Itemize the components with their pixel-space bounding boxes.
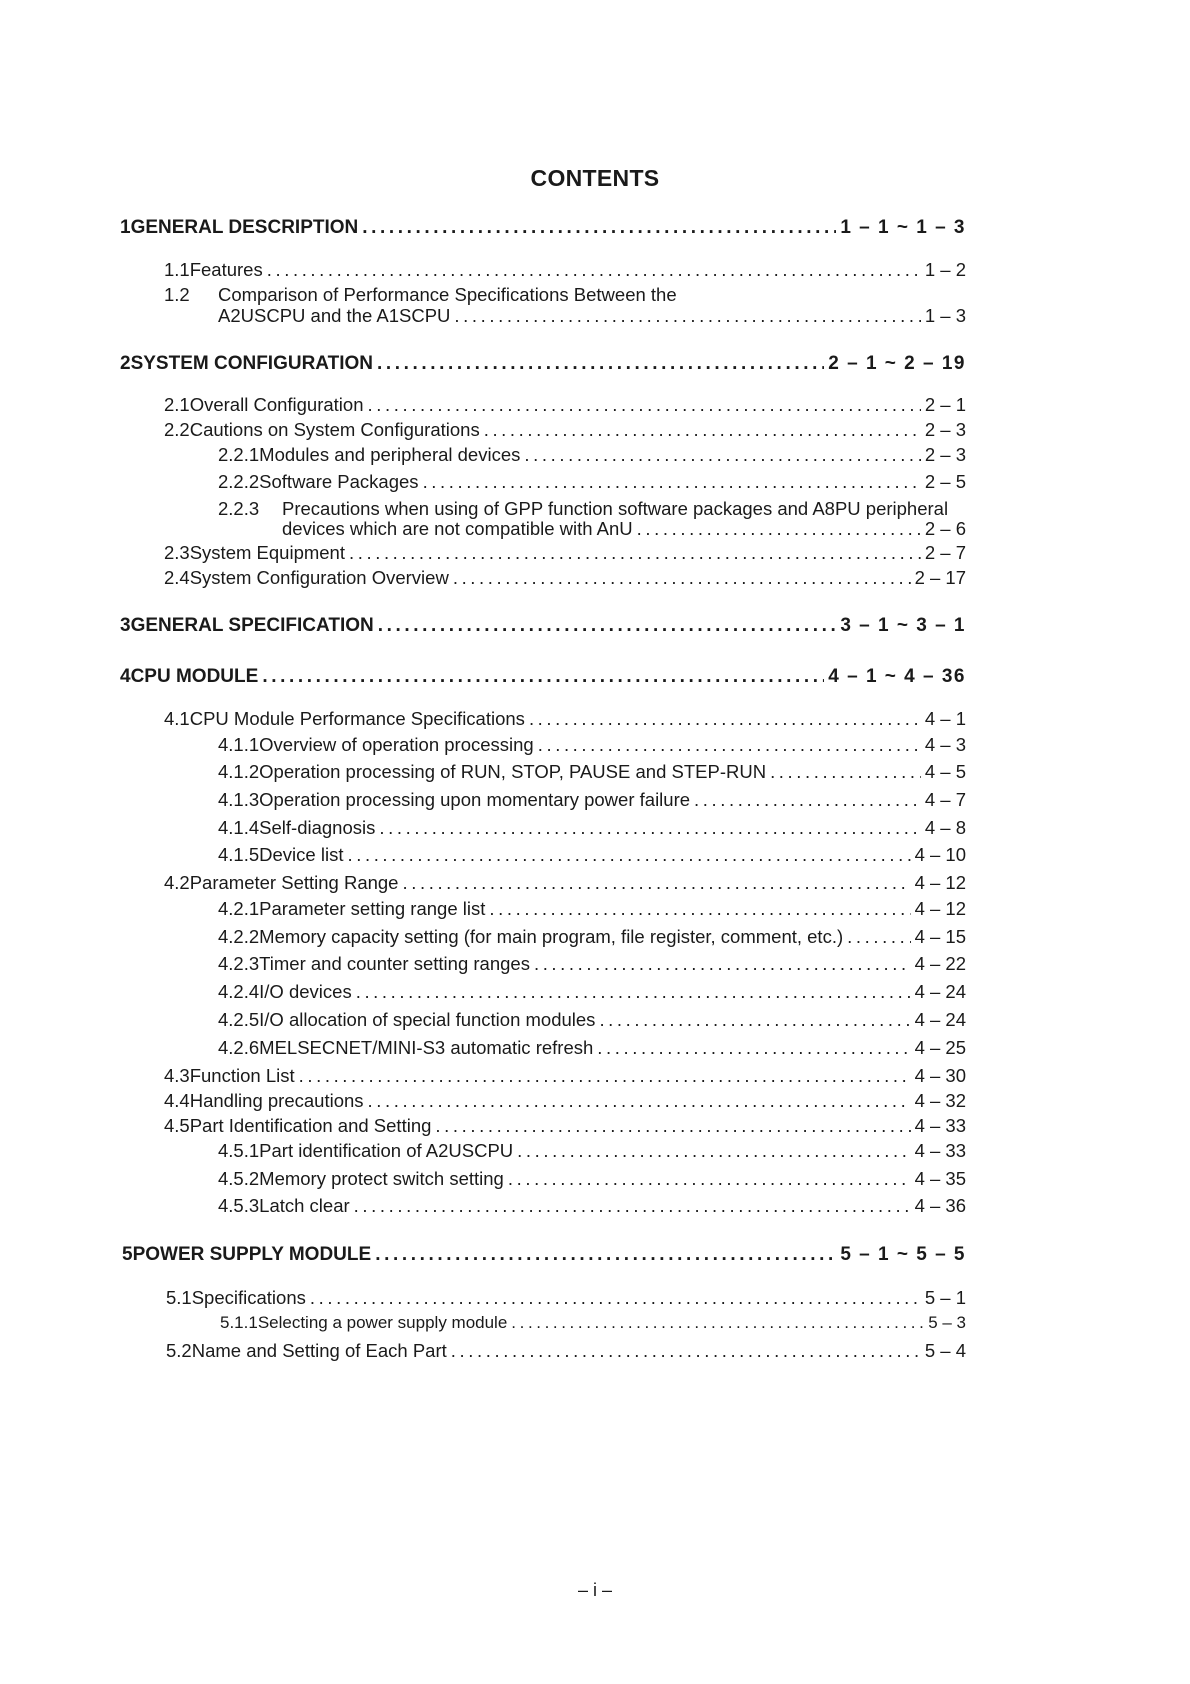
entry-title: System Equipment <box>189 542 345 563</box>
chapter-page-range: 1 – 1 ~ 1 – 3 <box>840 217 966 238</box>
entry-title: Selecting a power supply module <box>257 1313 508 1332</box>
entry-number: 4.2.2 <box>218 926 260 947</box>
entry-number: 4.1.1 <box>218 734 260 755</box>
chapter-number: 2 <box>120 353 131 374</box>
dot-leader <box>524 443 920 467</box>
toc-entry[interactable] <box>218 816 966 840</box>
entry-title: Parameter setting range list <box>259 898 486 919</box>
entry-title: Operation processing of RUN, STOP, PAUSE and STEP-RUN <box>259 761 767 782</box>
entry-title: Overview of operation processing <box>259 734 534 755</box>
chapter-number: 4 <box>120 666 131 687</box>
entry-page: 4 – 25 <box>914 1037 966 1058</box>
dot-leader <box>310 1286 921 1310</box>
dot-leader <box>451 1339 921 1363</box>
toc-entry[interactable] <box>218 1139 966 1163</box>
entry-page: 4 – 8 <box>924 817 966 838</box>
entry-title: Latch clear <box>259 1195 350 1216</box>
toc-chapter-3[interactable] <box>120 614 966 638</box>
entry-page: 2 – 1 <box>924 394 966 415</box>
entry-title: Comparison of Performance Specifications Between the <box>218 284 677 305</box>
dot-leader <box>368 1089 911 1113</box>
entry-page: 4 – 24 <box>914 1009 966 1030</box>
entry-number: 4.3 <box>164 1065 190 1086</box>
chapter-title: CPU MODULE <box>130 666 259 687</box>
entry-page: 5 – 4 <box>924 1340 966 1361</box>
dot-leader <box>508 1167 911 1191</box>
toc-entry[interactable] <box>218 760 966 784</box>
entry-page: 5 – 1 <box>924 1287 966 1308</box>
entry-title: Device list <box>259 844 344 865</box>
dot-leader <box>484 418 921 442</box>
entry-page: 2 – 6 <box>924 518 966 539</box>
dot-leader <box>694 788 921 812</box>
toc-chapter-4[interactable] <box>120 665 966 689</box>
entry-number: 2.3 <box>164 542 190 563</box>
dot-leader <box>379 816 920 840</box>
entry-title-continued: devices which are not compatible with AnU <box>282 518 633 539</box>
entry-title: Memory capacity setting (for main program, file register, comment, etc.) <box>259 926 844 947</box>
entry-number: 2.1 <box>164 394 190 415</box>
toc-entry[interactable] <box>164 566 966 590</box>
entry-number: 2.2.2 <box>218 471 260 492</box>
entry-number: 4.2.5 <box>218 1009 260 1030</box>
entry-number: 1.2 <box>164 284 190 305</box>
entry-number: 5.2 <box>166 1340 192 1361</box>
toc-entry[interactable] <box>164 1064 966 1088</box>
toc-entry[interactable] <box>164 393 966 417</box>
entry-number: 4.2.4 <box>218 981 260 1002</box>
entry-number: 4.5 <box>164 1115 190 1136</box>
entry-title: I/O allocation of special function modules <box>259 1009 596 1030</box>
entry-page: 4 – 22 <box>914 953 966 974</box>
entry-page: 4 – 12 <box>914 872 966 893</box>
entry-number: 4.1.4 <box>218 817 260 838</box>
entry-number: 5.1.1 <box>220 1313 258 1332</box>
dot-leader <box>262 665 824 689</box>
chapter-title: SYSTEM CONFIGURATION <box>130 353 374 374</box>
entry-number: 5.1 <box>166 1287 192 1308</box>
dot-leader <box>267 258 921 282</box>
entry-page: 4 – 10 <box>914 844 966 865</box>
dot-leader <box>534 952 911 976</box>
entry-page: 4 – 33 <box>914 1115 966 1136</box>
chapter-title: GENERAL SPECIFICATION <box>130 615 374 636</box>
toc-entry[interactable] <box>218 925 966 949</box>
dot-leader <box>368 393 921 417</box>
entry-page: 4 – 30 <box>914 1065 966 1086</box>
entry-title: Modules and peripheral devices <box>259 444 521 465</box>
dot-leader <box>511 1311 924 1335</box>
dot-leader <box>299 1064 911 1088</box>
toc-entry-continuation[interactable] <box>218 304 966 328</box>
chapter-number: 5 <box>122 1244 133 1265</box>
toc-entry[interactable] <box>218 733 966 757</box>
entry-number: 4.5.1 <box>218 1140 260 1161</box>
entry-title: Parameter Setting Range <box>189 872 399 893</box>
toc-entry[interactable] <box>218 1036 966 1060</box>
toc-chapter-5[interactable] <box>122 1243 966 1267</box>
entry-page: 4 – 24 <box>914 981 966 1002</box>
dot-leader <box>454 304 920 328</box>
entry-page: 4 – 33 <box>914 1140 966 1161</box>
toc-entry[interactable] <box>218 443 966 467</box>
chapter-title: GENERAL DESCRIPTION <box>130 217 359 238</box>
chapter-page-range: 4 – 1 ~ 4 – 36 <box>828 666 966 687</box>
dot-leader <box>770 760 921 784</box>
entry-title: Part identification of A2USCPU <box>259 1140 514 1161</box>
entry-title: Part Identification and Setting <box>189 1115 432 1136</box>
page-title: CONTENTS <box>530 165 660 191</box>
entry-title: Operation processing upon momentary power failure <box>259 789 691 810</box>
entry-title-continued: A2USCPU and the A1SCPU <box>218 305 451 326</box>
dot-leader <box>377 352 824 376</box>
toc-entry[interactable] <box>164 1089 966 1113</box>
dot-leader <box>354 1194 911 1218</box>
toc-entry[interactable] <box>164 541 966 565</box>
entry-title: Precautions when using of GPP function software packages and A8PU peripheral <box>282 498 949 519</box>
entry-number: 4.5.2 <box>218 1168 260 1189</box>
toc-chapter-1[interactable] <box>120 216 966 240</box>
entry-title: Software Packages <box>259 471 419 492</box>
entry-number: 4.1.2 <box>218 761 260 782</box>
entry-title: Cautions on System Configurations <box>189 419 480 440</box>
dot-leader <box>347 843 910 867</box>
chapter-page-range: 3 – 1 ~ 3 – 1 <box>840 615 966 636</box>
entry-page: 2 – 3 <box>924 444 966 465</box>
entry-page: 4 – 7 <box>924 789 966 810</box>
entry-page: 2 – 3 <box>924 419 966 440</box>
entry-number: 4.1 <box>164 708 190 729</box>
toc-entry[interactable] <box>164 871 966 895</box>
entry-page: 2 – 7 <box>924 542 966 563</box>
dot-leader <box>402 871 910 895</box>
dot-leader <box>362 216 836 240</box>
entry-title: MELSECNET/MINI-S3 automatic refresh <box>259 1037 594 1058</box>
entry-number: 4.5.3 <box>218 1195 260 1216</box>
dot-leader <box>435 1114 910 1138</box>
dot-leader <box>356 980 911 1004</box>
dot-leader <box>597 1036 910 1060</box>
toc-entry[interactable] <box>218 1194 966 1218</box>
chapter-number: 3 <box>120 615 131 636</box>
toc-entry[interactable] <box>166 1286 966 1310</box>
chapter-title: POWER SUPPLY MODULE <box>132 1244 372 1265</box>
entry-page: 4 – 3 <box>924 734 966 755</box>
toc-entry[interactable] <box>218 1008 966 1032</box>
dot-leader <box>378 614 837 638</box>
toc-entry[interactable] <box>218 1167 966 1191</box>
dot-leader <box>599 1008 910 1032</box>
toc-entry[interactable] <box>164 707 966 731</box>
entry-title: CPU Module Performance Specifications <box>189 708 525 729</box>
entry-title: Function List <box>189 1065 295 1086</box>
entry-page: 4 – 32 <box>914 1090 966 1111</box>
entry-number: 4.2.3 <box>218 953 260 974</box>
toc-entry[interactable] <box>164 418 966 442</box>
entry-number: 4.2.6 <box>218 1037 260 1058</box>
dot-leader <box>453 566 911 590</box>
entry-title: Specifications <box>191 1287 306 1308</box>
dot-leader <box>349 541 921 565</box>
entry-page: 4 – 35 <box>914 1168 966 1189</box>
toc-entry[interactable] <box>218 788 966 812</box>
toc-entry[interactable] <box>218 843 966 867</box>
dot-leader <box>489 897 910 921</box>
entry-number: 1.1 <box>164 259 190 280</box>
toc-entry[interactable] <box>218 980 966 1004</box>
entry-title: Overall Configuration <box>189 394 364 415</box>
page-number: – i – <box>577 1580 613 1600</box>
dot-leader <box>847 925 910 949</box>
entry-number: 4.4 <box>164 1090 190 1111</box>
entry-page: 4 – 36 <box>914 1195 966 1216</box>
entry-title: Name and Setting of Each Part <box>191 1340 447 1361</box>
entry-page: 2 – 17 <box>914 567 966 588</box>
entry-page: 1 – 3 <box>924 305 966 326</box>
toc-entry[interactable] <box>166 1339 966 1363</box>
toc-entry[interactable] <box>164 258 966 282</box>
entry-page: 1 – 2 <box>924 259 966 280</box>
entry-title: I/O devices <box>259 981 352 1002</box>
entry-number: 2.4 <box>164 567 190 588</box>
toc-entry-continuation[interactable] <box>282 517 966 541</box>
toc-entry[interactable] <box>220 1311 966 1335</box>
entry-page: 4 – 1 <box>924 708 966 729</box>
entry-page: 5 – 3 <box>928 1313 966 1332</box>
chapter-number: 1 <box>120 217 131 238</box>
dot-leader <box>637 517 921 541</box>
dot-leader <box>375 1243 836 1267</box>
entry-title: Memory protect switch setting <box>259 1168 504 1189</box>
entry-title: System Configuration Overview <box>189 567 449 588</box>
entry-number: 2.2.3 <box>218 498 260 519</box>
toc-entry[interactable] <box>218 897 966 921</box>
entry-page: 4 – 5 <box>924 761 966 782</box>
toc-entry[interactable] <box>164 1114 966 1138</box>
toc-entry[interactable] <box>218 952 966 976</box>
entry-number: 4.1.3 <box>218 789 260 810</box>
dot-leader <box>423 470 921 494</box>
entry-number: 2.2 <box>164 419 190 440</box>
chapter-page-range: 2 – 1 ~ 2 – 19 <box>828 353 966 374</box>
dot-leader <box>538 733 921 757</box>
dot-leader <box>529 707 921 731</box>
entry-page: 4 – 15 <box>914 926 966 947</box>
entry-title: Timer and counter setting ranges <box>259 953 530 974</box>
dot-leader <box>517 1139 910 1163</box>
entry-title: Self-diagnosis <box>259 817 376 838</box>
entry-page: 4 – 12 <box>914 898 966 919</box>
entry-number: 4.2.1 <box>218 898 260 919</box>
entry-page: 2 – 5 <box>924 471 966 492</box>
entry-title: Handling precautions <box>189 1090 364 1111</box>
entry-title: Features <box>189 259 263 280</box>
entry-number: 2.2.1 <box>218 444 260 465</box>
entry-number: 4.1.5 <box>218 844 260 865</box>
toc-entry[interactable] <box>218 470 966 494</box>
toc-chapter-2[interactable] <box>120 352 966 376</box>
chapter-page-range: 5 – 1 ~ 5 – 5 <box>840 1244 966 1265</box>
entry-number: 4.2 <box>164 872 190 893</box>
